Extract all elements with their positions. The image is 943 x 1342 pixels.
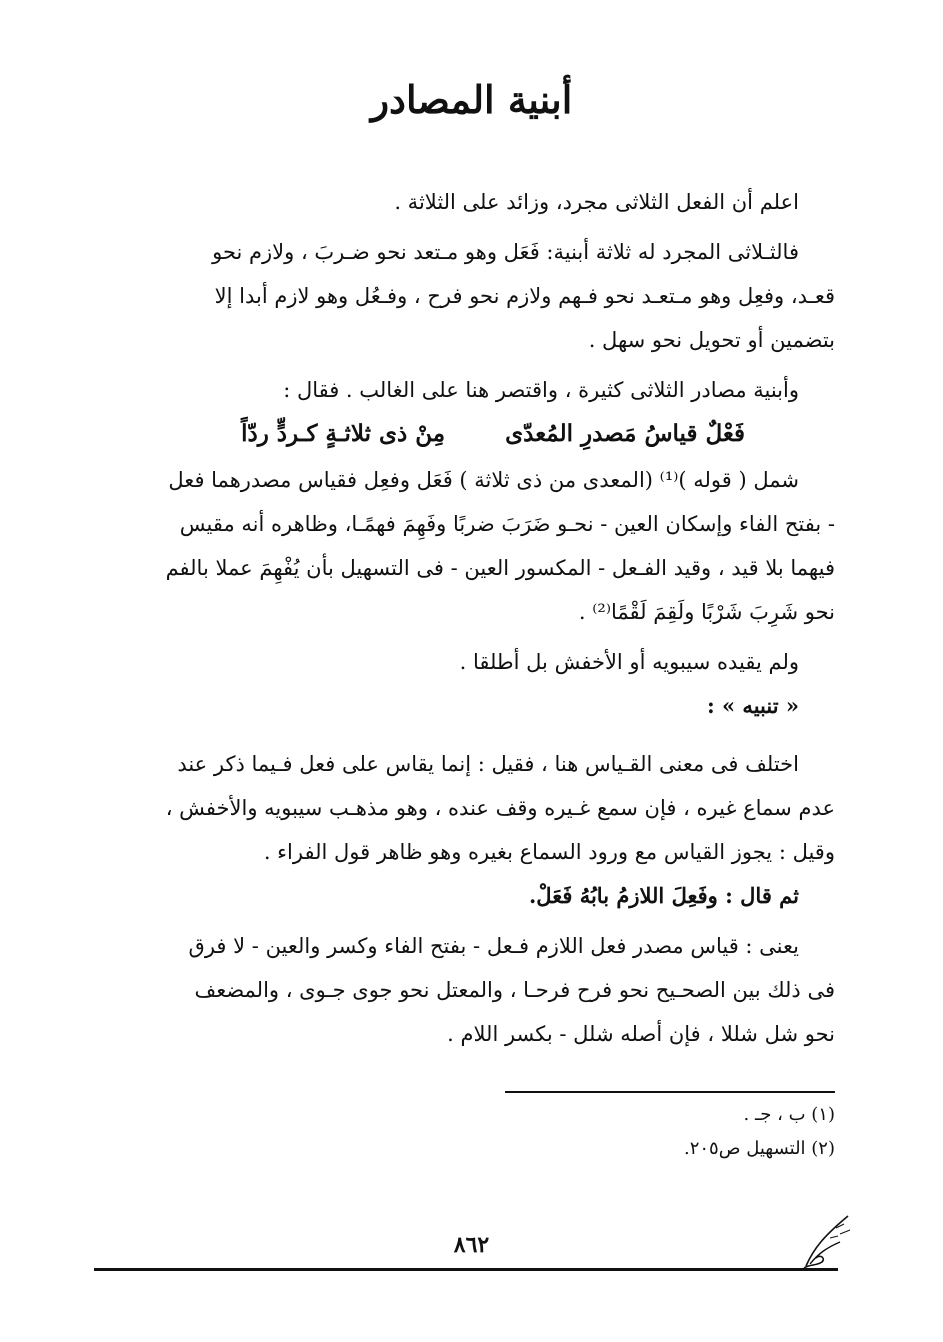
bottom-rule: [94, 1268, 838, 1271]
verse-quote: ثم قال : وفَعِلَ اللازمُ بابُهُ فَعَلْ.: [529, 883, 799, 908]
paragraph-line: عدم سماع غيره ، فإن سمع غـيره وقف عنده ، وهو مذهـب سيبويه والأخفش ،: [165, 796, 835, 820]
paragraph-line: اختلف فى معنى القـياس هنا ، فقيل : إنما يقاس على فعل فـيما ذكر عند: [177, 752, 799, 776]
notice-heading: « تنبيه » :: [706, 693, 799, 718]
footnote-2: (٢) التسهيل ص٢٠٥.: [683, 1138, 835, 1159]
verse: [93, 412, 835, 458]
page-title: أبنية المصادر: [370, 77, 573, 122]
paragraph-line: - بفتح الفاء وإسكان العين - نحـو ضَرَبَ ضربًا وفَهِمَ فهمًـا، وظاهره أنه مقيس: [179, 512, 835, 536]
footnotes: [93, 1098, 835, 1166]
paragraph-line: فيهما بلا قيد ، وقيد الفـعل - المكسور العين - فى التسهيل بأن يُفْهِمَ عملا بالفم: [165, 556, 835, 580]
paragraph-line: وأبنية مصادر الثلاثى كثيرة ، واقتصر هنا على الغالب . فقال :: [283, 378, 799, 402]
paragraph-line: بتضمين أو تحويل نحو سهل .: [588, 328, 835, 352]
paragraph-line: فالثـلاثى المجرد له ثلاثة أبنية: فَعَل وهو مـتعد نحو ضـربَ ، ولازم نحو: [212, 240, 799, 264]
paragraph-line: ولم يقيده سيبويه أو الأخفش بل أطلقا .: [459, 650, 799, 674]
verse-hemistich-second: مِنْ ذى ثلاثـةٍ كـردٍّ ردّاً: [241, 420, 446, 447]
verse-hemistich-first: فَعْلٌ قياسُ مَصدرِ المُعدّى: [505, 420, 745, 447]
paragraph-line: شمل ( قوله )⁽¹⁾ (المعدى من ذى ثلاثة ) فَعَل وفعِل فقياس مصدرهما فعل: [168, 468, 799, 492]
paragraph-line: يعنى : قياس مصدر فعل اللازم فـعل - بفتح الفاء وكسر والعين - لا فرق: [188, 934, 799, 958]
paragraph-line: نحو شل شللا ، فإن أصله شلل - بكسر اللام .: [447, 1022, 835, 1046]
document-body: [93, 180, 835, 1056]
paragraph-line: وقيل : يجوز القياس مع ورود السماع بغيره وهو ظاهر قول الفراء .: [263, 840, 835, 864]
footnote-divider: [505, 1091, 835, 1093]
paragraph-line: اعلم أن الفعل الثلاثى مجرد، وزائد على الثلاثة .: [394, 190, 799, 214]
paragraph-line: قعـد، وفعِل وهو مـتعـد نحو فـهم ولازم نحو فرح ، وفـعُل وهو لازم أبدا إلا: [214, 284, 835, 308]
page-number: ٨٦٢: [453, 1232, 490, 1258]
footnote-1: (١) ب ، جـ .: [743, 1104, 835, 1125]
paragraph-line: فى ذلك بين الصحـيح نحو فرح فرحـا ، والمعتل نحو جوى جـوى ، والمضعف: [194, 978, 835, 1002]
paragraph-line: نحو شَرِبَ شَرْبًا ولَقِمَ لَقْمًا⁽²⁾ .: [578, 600, 835, 624]
